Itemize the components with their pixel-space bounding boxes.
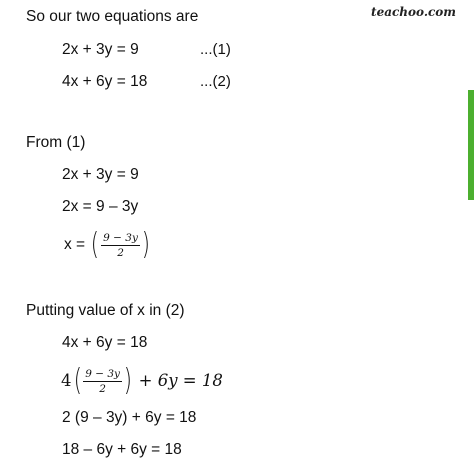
sub-step-2 — [61, 362, 223, 400]
sub-step-2-denominator: 2 — [99, 382, 106, 395]
equation-1: 2x + 3y = 9 — [62, 41, 139, 58]
step-3 — [64, 227, 152, 263]
scroll-indicator — [468, 90, 474, 200]
sub-step-3: 2 (9 – 3y) + 6y = 18 — [62, 409, 197, 426]
step-3-numerator: 9 − 3y — [103, 231, 138, 244]
sub-step-2-numerator: 9 − 3y — [85, 367, 120, 380]
equation-2-label: ...(2) — [200, 73, 231, 90]
teachoo-logo: teachoo.com — [371, 5, 456, 19]
intro-text: So our two equations are — [26, 8, 199, 25]
step-3-close-paren: ) — [141, 227, 150, 262]
putting-heading: Putting value of x in (2) — [26, 302, 185, 319]
step-1: 2x + 3y = 9 — [62, 166, 139, 183]
sub-step-2-fraction — [83, 368, 122, 395]
step-2: 2x = 9 – 3y — [62, 198, 139, 215]
from-1-heading: From (1) — [26, 134, 86, 151]
equation-2: 4x + 6y = 18 — [62, 73, 148, 90]
step-3-denominator: 2 — [117, 246, 124, 259]
sub-step-2-open-paren: ( — [73, 363, 82, 398]
sub-step-1: 4x + 6y = 18 — [62, 334, 148, 351]
step-3-fraction — [101, 232, 140, 259]
equation-1-label: ...(1) — [200, 41, 231, 58]
sub-step-2-rest: + 6y = 18 — [138, 371, 223, 390]
step-3-prefix: x = — [64, 236, 86, 253]
sub-step-2-close-paren: ) — [123, 363, 132, 398]
sub-step-4: 18 – 6y + 6y = 18 — [62, 441, 182, 458]
step-3-open-paren: ( — [91, 227, 100, 262]
sub-step-2-coef: 4 — [61, 371, 72, 390]
